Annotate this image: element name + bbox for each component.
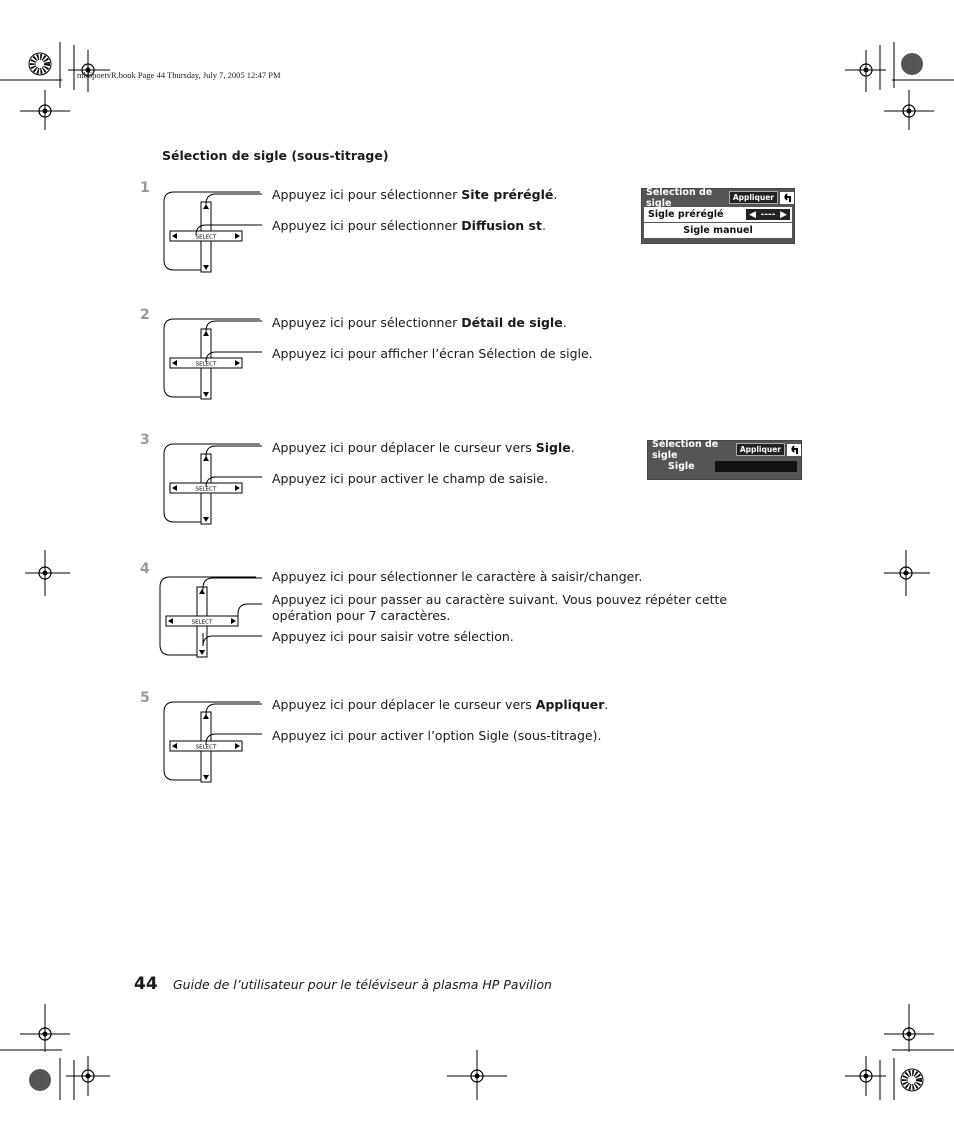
step-instruction: Appuyez ici pour saisir votre sélection. xyxy=(272,629,514,644)
step-instruction: Appuyez ici pour afficher l’écran Sélection de sigle. xyxy=(272,346,593,361)
svg-text:SELECT: SELECT xyxy=(195,234,217,241)
arrow-left-icon[interactable]: ◀ xyxy=(749,209,756,220)
page-number: 44 xyxy=(134,974,158,994)
step-instruction: Appuyez ici pour sélectionner le caractère à saisir/changer. xyxy=(272,569,643,584)
svg-text:SELECT: SELECT xyxy=(195,361,217,368)
osd-title: Sélection de sigle xyxy=(652,438,719,461)
arrow-right-icon[interactable]: ▶ xyxy=(780,209,787,220)
svg-text:SELECT: SELECT xyxy=(195,486,217,493)
step-instruction: Appuyez ici pour passer au caractère suivant. Vous pouvez répéter cette opération pour 7 caractères. xyxy=(272,592,728,623)
osd-manual-sigle-row[interactable] xyxy=(644,223,792,238)
osd-preset-selector[interactable] xyxy=(746,209,790,220)
osd-sigle-selection-panel xyxy=(641,188,795,244)
step-number: 1 xyxy=(140,180,150,196)
osd-sigle-row[interactable] xyxy=(650,459,799,474)
osd-apply-button[interactable]: Appliquer xyxy=(736,443,785,456)
osd-preset-value: ---- xyxy=(760,209,776,220)
step-instruction: Appuyez ici pour activer le champ de saisie. xyxy=(272,471,549,486)
section-title: Sélection de sigle (sous-titrage) xyxy=(162,148,389,163)
osd-row-label: Sigle xyxy=(668,461,695,472)
print-header-note: mb5poetvR.book Page 44 Thursday, July 7, 2005 12:47 PM xyxy=(77,70,281,80)
step-instruction: Appuyez ici pour activer l’option Sigle (sous-titrage). xyxy=(272,728,602,743)
footer-text: Guide de l’utilisateur pour le téléviseur à plasma HP Pavilion xyxy=(173,977,552,992)
osd-row-label: Sigle préréglé xyxy=(648,209,724,220)
osd-sigle-input[interactable] xyxy=(715,461,797,472)
osd-row-label: Sigle manuel xyxy=(683,225,753,236)
step-instruction: Appuyez ici pour sélectionner Site préréglé. xyxy=(272,187,558,202)
step-instruction: Appuyez ici pour déplacer le curseur vers Appliquer. xyxy=(272,697,609,712)
osd-back-icon[interactable] xyxy=(780,192,794,204)
step-number: 2 xyxy=(140,307,150,323)
svg-text:SELECT: SELECT xyxy=(195,744,217,751)
step-number: 3 xyxy=(140,432,150,448)
step-number: 4 xyxy=(140,561,150,577)
svg-text:SELECT: SELECT xyxy=(191,619,213,626)
osd-title: Sélection de sigle xyxy=(646,186,713,209)
osd-sigle-entry-panel xyxy=(647,440,802,480)
osd-back-icon[interactable] xyxy=(787,444,801,456)
step-instruction: Appuyez ici pour sélectionner Diffusion st. xyxy=(272,218,546,233)
step-number: 5 xyxy=(140,690,150,706)
step-instruction: Appuyez ici pour sélectionner Détail de sigle. xyxy=(272,315,567,330)
step-instruction: Appuyez ici pour déplacer le curseur vers Sigle. xyxy=(272,440,575,455)
osd-preset-sigle-row[interactable] xyxy=(644,207,792,222)
osd-apply-button[interactable]: Appliquer xyxy=(729,191,778,204)
